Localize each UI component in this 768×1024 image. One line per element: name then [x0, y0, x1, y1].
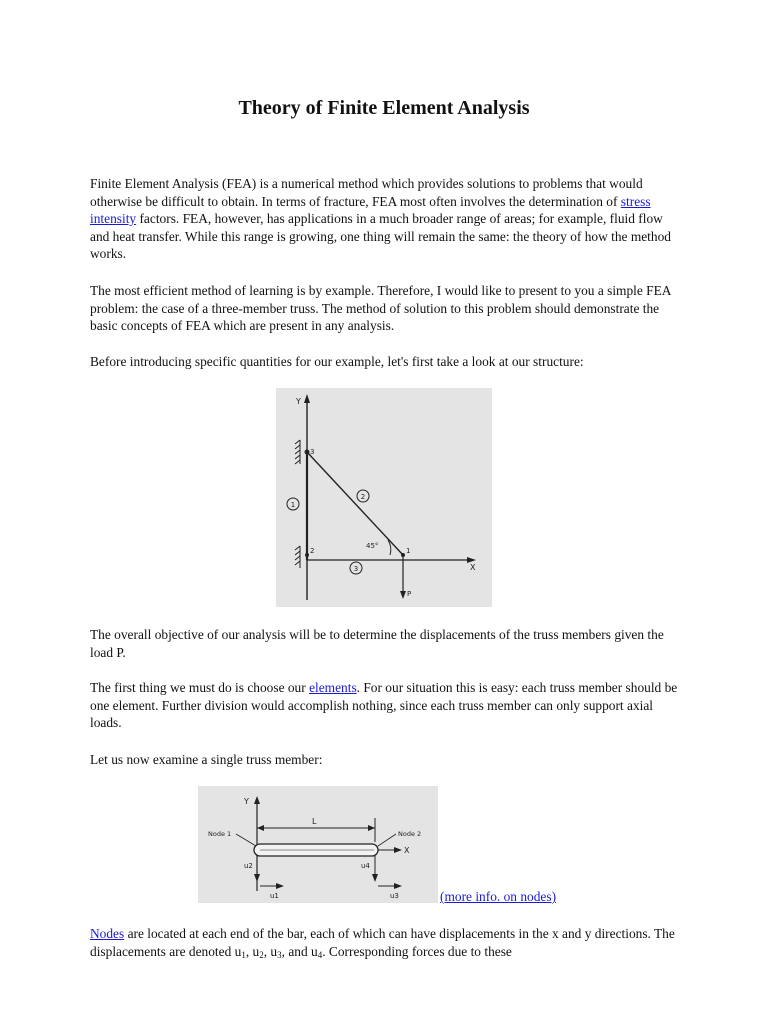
nodes-paragraph: [90, 925, 682, 960]
load-arrow-icon: [400, 591, 406, 599]
elements-link[interactable]: elements: [309, 680, 357, 695]
fig2-x-axis-label: X: [404, 846, 410, 855]
single-truss-member-figure: [198, 786, 438, 903]
fig1-angle-label: 45°: [366, 542, 379, 550]
nodes-text-e: . Corresponding forces due to these: [322, 943, 512, 959]
fig2-y-axis-arrow-icon: [254, 796, 260, 804]
sub-3: 3: [277, 949, 282, 960]
fig1-node3-label: 3: [310, 448, 315, 456]
fig1-node2-label: 2: [310, 547, 315, 555]
more-info-nodes-link[interactable]: (more info. on nodes): [440, 889, 557, 904]
fig1-member2-label: 2: [360, 493, 366, 501]
page-title: Theory of Finite Element Analysis: [238, 97, 530, 119]
nodes-link[interactable]: Nodes: [90, 926, 125, 941]
fig2-x-axis-arrow-icon: [394, 847, 402, 853]
elements-text-start: The first thing we must do is choose our: [90, 680, 310, 695]
fig1-x-axis-label: X: [470, 563, 476, 572]
support-hatch-node3-icon: [295, 440, 300, 464]
nodes-text-c: , u: [263, 943, 278, 959]
y-axis-arrow-icon: [304, 394, 310, 403]
nodes-text-a: are located at each end of the bar, each of which can have displacements in the x and y directions. The displacements are denoted u: [90, 926, 675, 959]
fig1-member3-label: 3: [353, 565, 359, 573]
intro-text-end: factors. FEA, however, has applications in a much broader range of areas; for example, fluid flow and heat transfer. While this range is growing, one thing will remain the same: the theory of how the method works.: [90, 211, 671, 262]
elements-paragraph: [90, 679, 682, 732]
fig2-node1-label: Node 1: [208, 830, 232, 838]
sub-4: 4: [317, 949, 323, 960]
nodes-text-d: , and u: [281, 943, 318, 959]
structure-intro-paragraph: Before introducing specific quantities for our example, let's first take a look at our structure:: [90, 354, 584, 369]
fig2-node2-label: Node 2: [398, 830, 422, 838]
fig1-node1-label: 1: [406, 547, 411, 555]
fig2-y-axis-label: Y: [244, 797, 249, 806]
fig2-length-label: L: [312, 817, 317, 826]
stress-intensity-link[interactable]: stress intensity: [90, 193, 651, 227]
fig1-member1-label: 1: [290, 501, 296, 509]
fig1-load-label: P: [407, 590, 412, 598]
sub-1: 1: [241, 949, 246, 960]
intro-paragraph: [90, 175, 682, 263]
single-member-intro-paragraph: Let us now examine a single truss member:: [90, 752, 323, 767]
three-member-truss-figure: [276, 388, 492, 607]
support-hatch-node2-icon: [295, 546, 300, 568]
sub-2: 2: [259, 949, 264, 960]
fig2-u1-label: u1: [270, 892, 279, 900]
fig2-u4-label: u4: [361, 862, 370, 870]
intro-text-start: Finite Element Analysis (FEA) is a numerical method which provides solutions to problems that would otherwise be difficult to obtain. In terms of fracture, FEA most often involves the determination of: [90, 176, 643, 209]
fig2-u3-label: u3: [390, 892, 399, 900]
fig2-u2-label: u2: [244, 862, 253, 870]
objective-paragraph: The overall objective of our analysis will be to determine the displacements of the truss members given the load P.: [90, 627, 664, 660]
fig1-y-axis-label: Y: [296, 397, 301, 406]
elements-text-end: . For our situation this is easy: each truss member should be one element. Further division would accomplish nothing, since each truss member can only support axial loads.: [90, 680, 678, 731]
learning-paragraph: The most efficient method of learning is by example. Therefore, I would like to present to you a simple FEA problem: the case of a three-member truss. The method of solution to this problem should demonstrate the basic concepts of FEA which are present in any analysis.: [90, 283, 671, 334]
nodes-text-b: , u: [245, 943, 260, 959]
